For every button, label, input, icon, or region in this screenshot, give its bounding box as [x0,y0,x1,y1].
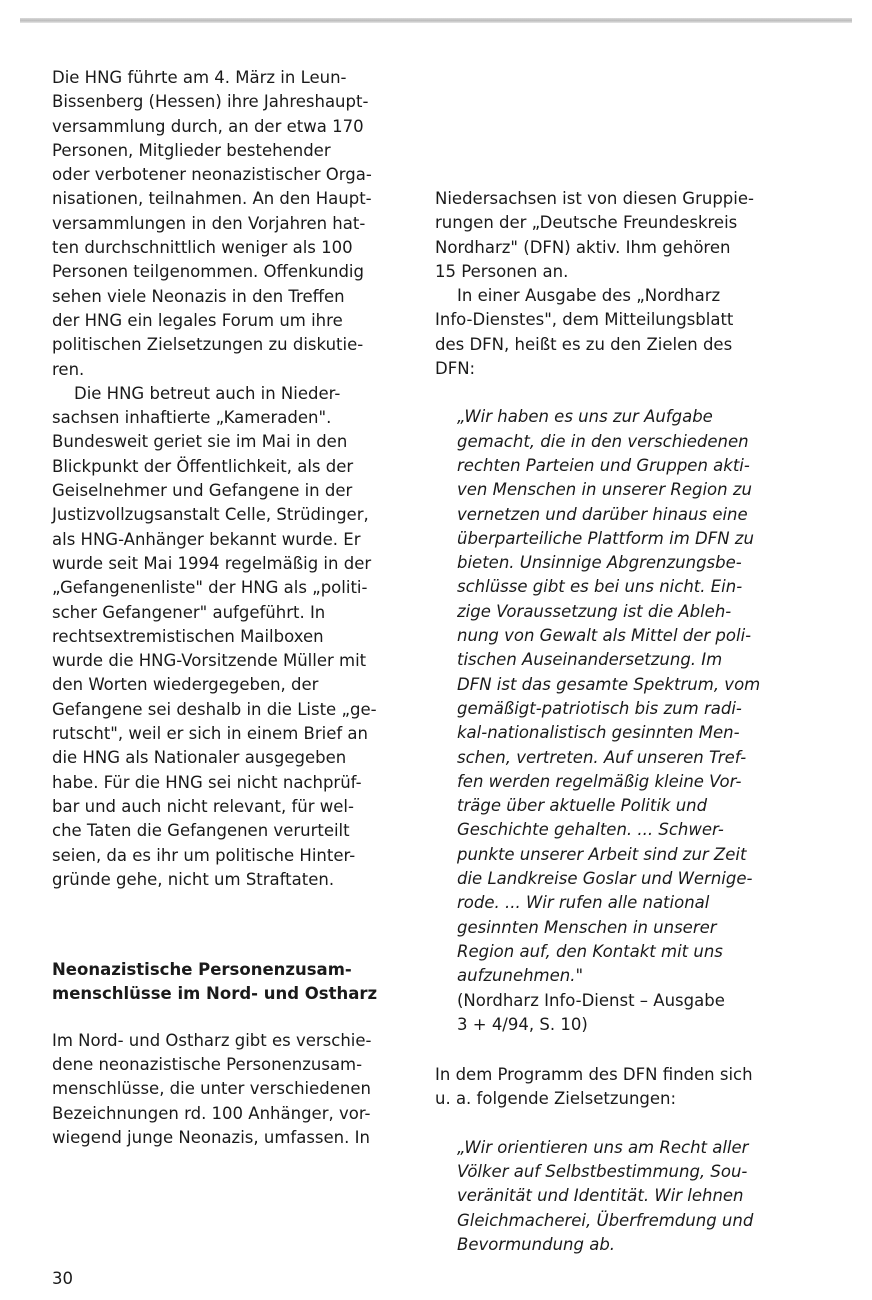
text-line: Bezeichnungen rd. 100 Anhänger, vor- [52,1103,371,1123]
text-line: „Gefangenenliste" der HNG als „politi- [52,578,368,598]
text-line: schen, vertreten. Auf unseren Tref- [457,747,747,767]
text-line: DFN ist das gesamte Spektrum, vom [457,674,761,694]
text-line: Die HNG führte am 4. März in Leun- [52,68,347,87]
top-rule [20,18,852,23]
text-line: gründe gehe, nicht um Straftaten. [52,869,335,889]
text-line: Die HNG betreut auch in Nieder- [74,383,341,403]
text-line: punkte unserer Arbeit sind zur Zeit [457,844,747,864]
text-line: Niedersachsen ist von diesen Gruppie- [435,189,754,208]
text-line: fen werden regelmäßig kleine Vor- [457,771,742,791]
text-line: nung von Gewalt als Mittel der poli- [457,626,752,646]
text-line: rechtsextremistischen Mailboxen [52,626,324,646]
text-line: als HNG-Anhänger bekannt wurde. Er [52,529,361,549]
text-line: ten durchschnittlich weniger als 100 [52,238,353,258]
text-line: Neonazistische Personenzusam- [52,960,352,980]
text-line: die HNG als Nationaler ausgegeben [52,748,347,768]
text-line: Gefangene sei deshalb in die Liste „ge- [52,699,377,719]
text-line: der HNG ein legales Forum um ihre [52,310,343,330]
text-line: rode. ... Wir rufen alle national [457,893,710,913]
text-line: oder verbotener neonazistischer Orga- [52,165,372,185]
text-line: bieten. Unsinnige Abgrenzungsbe- [457,553,742,573]
text-line: veränität und Identität. Wir lehnen [457,1186,744,1206]
text-line: habe. Für die HNG sei nicht nachprüf- [52,772,362,792]
text-line: ven Menschen in unserer Region zu [457,480,752,500]
paragraph-hng-prisoners [52,382,397,892]
text-line: (Nordharz Info-Dienst – Ausgabe [457,990,725,1010]
section-heading [52,958,397,1007]
text-line: ren. [52,359,85,379]
text-line: Justizvollzugsanstalt Celle, Strüdinger, [52,505,369,525]
text-line: Bissenberg (Hessen) ihre Jahreshaupt- [52,92,369,112]
quote-dfn-program [457,1136,787,1257]
quote-citation [457,989,787,1038]
text-line: wurde die HNG-Vorsitzende Müller mit [52,651,367,671]
text-line: versammlung durch, an der etwa 170 [52,116,364,136]
text-line: schlüsse gibt es bei uns nicht. Ein- [457,577,743,597]
text-line: Geiselnehmer und Gefangene in der [52,481,353,501]
text-line: Bundesweit geriet sie im Mai in den [52,432,348,452]
text-line: In einer Ausgabe des „Nordharz [457,286,721,306]
paragraph-harz-groups [52,1029,397,1150]
text-line: sehen viele Neonazis in den Treffen [52,286,345,306]
text-line: politischen Zielsetzungen zu diskutie- [52,335,364,355]
text-line: zige Voraussetzung ist die Ableh- [457,601,732,621]
paragraph-dfn-goals-intro [435,284,787,381]
paragraph-dfn-program [435,1063,787,1112]
text-line: gemacht, die in den verschiedenen [457,431,749,451]
text-line: DFN: [435,359,476,379]
text-line: tischen Auseinandersetzung. Im [457,650,723,670]
text-line: Personen teilgenommen. Offenkundig [52,262,364,282]
text-line: vernetzen und darüber hinaus eine [457,504,748,524]
text-line: che Taten die Gefangenen verurteilt [52,821,350,841]
text-line: u. a. folgende Zielsetzungen: [435,1089,677,1109]
paragraph-dfn-intro [435,187,787,284]
text-line: überparteiliche Plattform im DFN zu [457,528,754,548]
text-line: Region auf, den Kontakt mit uns [457,941,723,961]
text-line: bar und auch nicht relevant, für wel- [52,796,354,816]
text-line: rungen der „Deutsche Freundeskreis [435,213,738,233]
text-line: dene neonazistische Personenzusam- [52,1054,363,1074]
text-line: rutscht", weil er sich in einem Brief an [52,724,368,744]
text-line: träge über aktuelle Politik und [457,796,708,816]
text-line: menschlüsse, die unter verschiedenen [52,1079,371,1099]
text-line: „Wir orientieren uns am Recht aller [457,1137,749,1157]
quote-dfn-info-dienst [457,405,787,988]
text-line: Blickpunkt der Öffentlichkeit, als der [52,456,354,476]
text-line: versammlungen in den Vorjahren hat- [52,213,366,233]
page-number: 30 [52,1269,73,1288]
text-line: Völker auf Selbstbestimmung, Sou- [457,1161,748,1181]
text-line: Geschichte gehalten. ... Schwer- [457,820,724,840]
text-line: wurde seit Mai 1994 regelmäßig in der [52,553,372,573]
text-line: des DFN, heißt es zu den Zielen des [435,334,733,354]
right-column [435,187,787,1257]
text-line: Bevormundung ab. [457,1234,616,1254]
text-line: den Worten wiedergegeben, der [52,675,319,695]
text-line: Im Nord- und Ostharz gibt es verschie- [52,1030,372,1050]
text-line: 15 Personen an. [435,261,569,281]
text-line: 3 + 4/94, S. 10) [457,1014,588,1034]
text-line: gesinnten Menschen in unserer [457,917,717,937]
text-line: die Landkreise Goslar und Wernige- [457,869,753,889]
text-line: seien, da es ihr um politische Hinter- [52,845,356,865]
text-line: nisationen, teilnahmen. An den Haupt- [52,189,372,209]
text-line: In dem Programm des DFN finden sich [435,1065,753,1085]
text-line: Nordharz" (DFN) aktiv. Ihm gehören [435,237,731,257]
text-line: menschlüsse im Nord- und Ostharz [52,984,378,1004]
text-line: scher Gefangener" aufgeführt. In [52,602,326,622]
paragraph-hng-meeting [52,66,397,382]
text-line: sachsen inhaftierte „Kameraden". [52,408,332,428]
text-line: Gleichmacherei, Überfremdung und [457,1210,754,1230]
text-line: gemäßigt-patriotisch bis zum radi- [457,698,742,718]
left-column [52,66,397,1150]
text-line: wiegend junge Neonazis, umfassen. In [52,1127,370,1147]
text-line: aufzunehmen." [457,966,584,986]
text-line: Info-Dienstes", dem Mitteilungsblatt [435,310,734,330]
text-line: rechten Parteien und Gruppen akti- [457,455,750,475]
text-line: kal-nationalistisch gesinnten Men- [457,723,740,743]
text-line: Personen, Mitglieder bestehender [52,140,331,160]
text-line: „Wir haben es uns zur Aufgabe [457,407,713,427]
